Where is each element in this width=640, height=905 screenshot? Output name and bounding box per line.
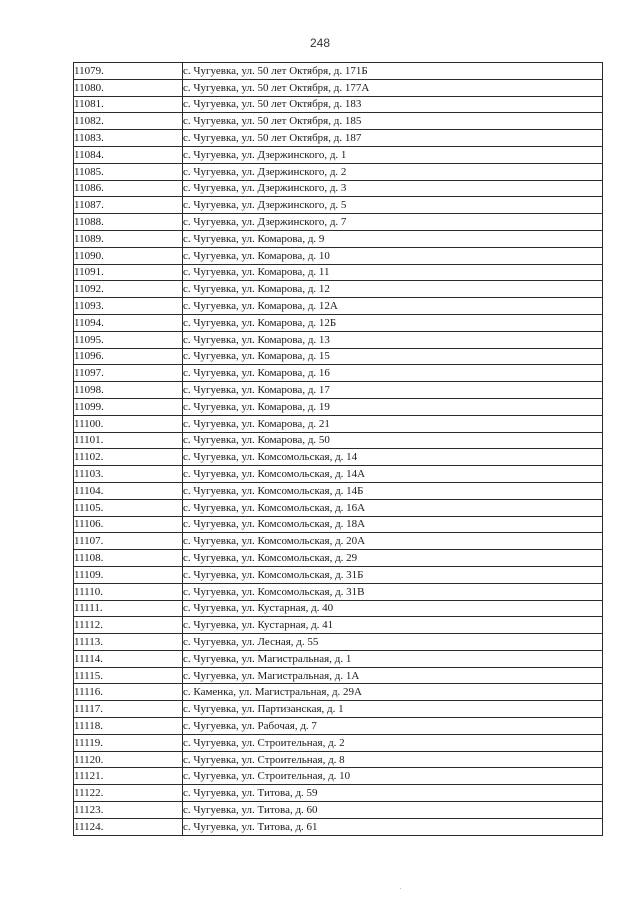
row-address: с. Чугуевка, ул. Комарова, д. 13 — [183, 331, 603, 348]
row-address: с. Чугуевка, ул. Комарова, д. 50 — [183, 432, 603, 449]
row-number: 11106. — [74, 516, 183, 533]
row-number: 11097. — [74, 365, 183, 382]
row-address: с. Чугуевка, ул. Комсомольская, д. 18А — [183, 516, 603, 533]
row-address: с. Чугуевка, ул. Комарова, д. 9 — [183, 230, 603, 247]
row-address: с. Чугуевка, ул. Титова, д. 61 — [183, 818, 603, 835]
row-number: 11113. — [74, 634, 183, 651]
row-number: 11104. — [74, 482, 183, 499]
table-row — [74, 583, 603, 600]
table-row — [74, 314, 603, 331]
row-address: с. Чугуевка, ул. 50 лет Октября, д. 171Б — [183, 63, 603, 80]
row-number: 11079. — [74, 63, 183, 80]
row-address: с. Чугуевка, ул. Комарова, д. 11 — [183, 264, 603, 281]
table-row — [74, 96, 603, 113]
table-row — [74, 617, 603, 634]
table-row — [74, 482, 603, 499]
row-number: 11082. — [74, 113, 183, 130]
table-row — [74, 516, 603, 533]
row-address: с. Чугуевка, ул. Дзержинского, д. 3 — [183, 180, 603, 197]
row-address: с. Чугуевка, ул. 50 лет Октября, д. 177А — [183, 79, 603, 96]
row-number: 11080. — [74, 79, 183, 96]
table-row — [74, 768, 603, 785]
table-row — [74, 113, 603, 130]
row-address: с. Чугуевка, ул. Комарова, д. 17 — [183, 382, 603, 399]
row-number: 11083. — [74, 130, 183, 147]
row-number: 11112. — [74, 617, 183, 634]
row-address: с. Чугуевка, ул. Лесная, д. 55 — [183, 634, 603, 651]
row-number: 11085. — [74, 163, 183, 180]
row-number: 11089. — [74, 230, 183, 247]
row-address: с. Чугуевка, ул. Комарова, д. 15 — [183, 348, 603, 365]
table-row — [74, 466, 603, 483]
table-row — [74, 230, 603, 247]
row-number: 11099. — [74, 398, 183, 415]
row-number: 11093. — [74, 298, 183, 315]
row-number: 11109. — [74, 566, 183, 583]
row-address: с. Чугуевка, ул. Комарова, д. 16 — [183, 365, 603, 382]
table-row — [74, 684, 603, 701]
row-address: с. Чугуевка, ул. Титова, д. 59 — [183, 785, 603, 802]
row-address: с. Чугуевка, ул. Дзержинского, д. 7 — [183, 214, 603, 231]
row-address: с. Чугуевка, ул. Комарова, д. 19 — [183, 398, 603, 415]
row-number: 11095. — [74, 331, 183, 348]
row-address: с. Чугуевка, ул. Комарова, д. 21 — [183, 415, 603, 432]
table-row — [74, 130, 603, 147]
row-number: 11119. — [74, 734, 183, 751]
row-address: с. Чугуевка, ул. Магистральная, д. 1 — [183, 650, 603, 667]
row-address: с. Чугуевка, ул. Комсомольская, д. 14А — [183, 466, 603, 483]
row-number: 11116. — [74, 684, 183, 701]
table-row — [74, 533, 603, 550]
row-number: 11121. — [74, 768, 183, 785]
table-row — [74, 214, 603, 231]
row-address: с. Чугуевка, ул. Комарова, д. 10 — [183, 247, 603, 264]
address-table-body — [74, 63, 603, 836]
table-row — [74, 331, 603, 348]
table-row — [74, 146, 603, 163]
row-address: с. Каменка, ул. Магистральная, д. 29А — [183, 684, 603, 701]
row-address: с. Чугуевка, ул. Магистральная, д. 1А — [183, 667, 603, 684]
table-row — [74, 382, 603, 399]
table-row — [74, 415, 603, 432]
row-address: с. Чугуевка, ул. Дзержинского, д. 2 — [183, 163, 603, 180]
table-row — [74, 600, 603, 617]
scan-speck — [400, 888, 401, 889]
row-number: 11090. — [74, 247, 183, 264]
row-address: с. Чугуевка, ул. Строительная, д. 8 — [183, 751, 603, 768]
row-address: с. Чугуевка, ул. 50 лет Октября, д. 185 — [183, 113, 603, 130]
row-number: 11110. — [74, 583, 183, 600]
row-number: 11091. — [74, 264, 183, 281]
row-number: 11098. — [74, 382, 183, 399]
table-row — [74, 449, 603, 466]
table-row — [74, 634, 603, 651]
table-row — [74, 701, 603, 718]
row-number: 11114. — [74, 650, 183, 667]
table-row — [74, 348, 603, 365]
row-number: 11084. — [74, 146, 183, 163]
row-number: 11105. — [74, 499, 183, 516]
table-row — [74, 79, 603, 96]
row-number: 11124. — [74, 818, 183, 835]
row-number: 11120. — [74, 751, 183, 768]
row-address: с. Чугуевка, ул. 50 лет Октября, д. 187 — [183, 130, 603, 147]
row-address: с. Чугуевка, ул. Комсомольская, д. 14 — [183, 449, 603, 466]
table-row — [74, 802, 603, 819]
row-address: с. Чугуевка, ул. Комарова, д. 12А — [183, 298, 603, 315]
row-number: 11102. — [74, 449, 183, 466]
row-address: с. Чугуевка, ул. Кустарная, д. 41 — [183, 617, 603, 634]
row-number: 11086. — [74, 180, 183, 197]
table-row — [74, 718, 603, 735]
table-row — [74, 365, 603, 382]
row-number: 11081. — [74, 96, 183, 113]
row-address: с. Чугуевка, ул. Дзержинского, д. 1 — [183, 146, 603, 163]
table-row — [74, 247, 603, 264]
row-number: 11103. — [74, 466, 183, 483]
table-row — [74, 566, 603, 583]
row-address: с. Чугуевка, ул. Комарова, д. 12Б — [183, 314, 603, 331]
row-address: с. Чугуевка, ул. Строительная, д. 2 — [183, 734, 603, 751]
row-number: 11108. — [74, 550, 183, 567]
row-number: 11123. — [74, 802, 183, 819]
row-address: с. Чугуевка, ул. Титова, д. 60 — [183, 802, 603, 819]
table-row — [74, 499, 603, 516]
row-number: 11096. — [74, 348, 183, 365]
row-address: с. Чугуевка, ул. Кустарная, д. 40 — [183, 600, 603, 617]
table-row — [74, 163, 603, 180]
table-row — [74, 197, 603, 214]
row-number: 11088. — [74, 214, 183, 231]
table-row — [74, 298, 603, 315]
table-row — [74, 667, 603, 684]
row-address: с. Чугуевка, ул. Дзержинского, д. 5 — [183, 197, 603, 214]
table-row — [74, 432, 603, 449]
table-row — [74, 785, 603, 802]
table-row — [74, 398, 603, 415]
table-row — [74, 751, 603, 768]
row-number: 11115. — [74, 667, 183, 684]
row-address: с. Чугуевка, ул. Строительная, д. 10 — [183, 768, 603, 785]
row-address: с. Чугуевка, ул. Партизанская, д. 1 — [183, 701, 603, 718]
row-number: 11118. — [74, 718, 183, 735]
row-address: с. Чугуевка, ул. Комсомольская, д. 31Б — [183, 566, 603, 583]
row-address: с. Чугуевка, ул. Рабочая, д. 7 — [183, 718, 603, 735]
row-number: 11117. — [74, 701, 183, 718]
table-row — [74, 650, 603, 667]
row-number: 11092. — [74, 281, 183, 298]
row-number: 11107. — [74, 533, 183, 550]
row-address: с. Чугуевка, ул. Комсомольская, д. 16А — [183, 499, 603, 516]
row-address: с. Чугуевка, ул. Комарова, д. 12 — [183, 281, 603, 298]
address-table — [73, 62, 603, 836]
row-number: 11100. — [74, 415, 183, 432]
row-address: с. Чугуевка, ул. Комсомольская, д. 31В — [183, 583, 603, 600]
row-number: 11111. — [74, 600, 183, 617]
row-number: 11094. — [74, 314, 183, 331]
table-row — [74, 63, 603, 80]
page-number: 248 — [309, 36, 331, 50]
row-number: 11101. — [74, 432, 183, 449]
table-row — [74, 818, 603, 835]
table-row — [74, 550, 603, 567]
row-address: с. Чугуевка, ул. Комсомольская, д. 14Б — [183, 482, 603, 499]
row-address: с. Чугуевка, ул. Комсомольская, д. 20А — [183, 533, 603, 550]
table-row — [74, 734, 603, 751]
table-row — [74, 264, 603, 281]
table-row — [74, 281, 603, 298]
row-number: 11122. — [74, 785, 183, 802]
row-address: с. Чугуевка, ул. 50 лет Октября, д. 183 — [183, 96, 603, 113]
table-row — [74, 180, 603, 197]
row-number: 11087. — [74, 197, 183, 214]
row-address: с. Чугуевка, ул. Комсомольская, д. 29 — [183, 550, 603, 567]
